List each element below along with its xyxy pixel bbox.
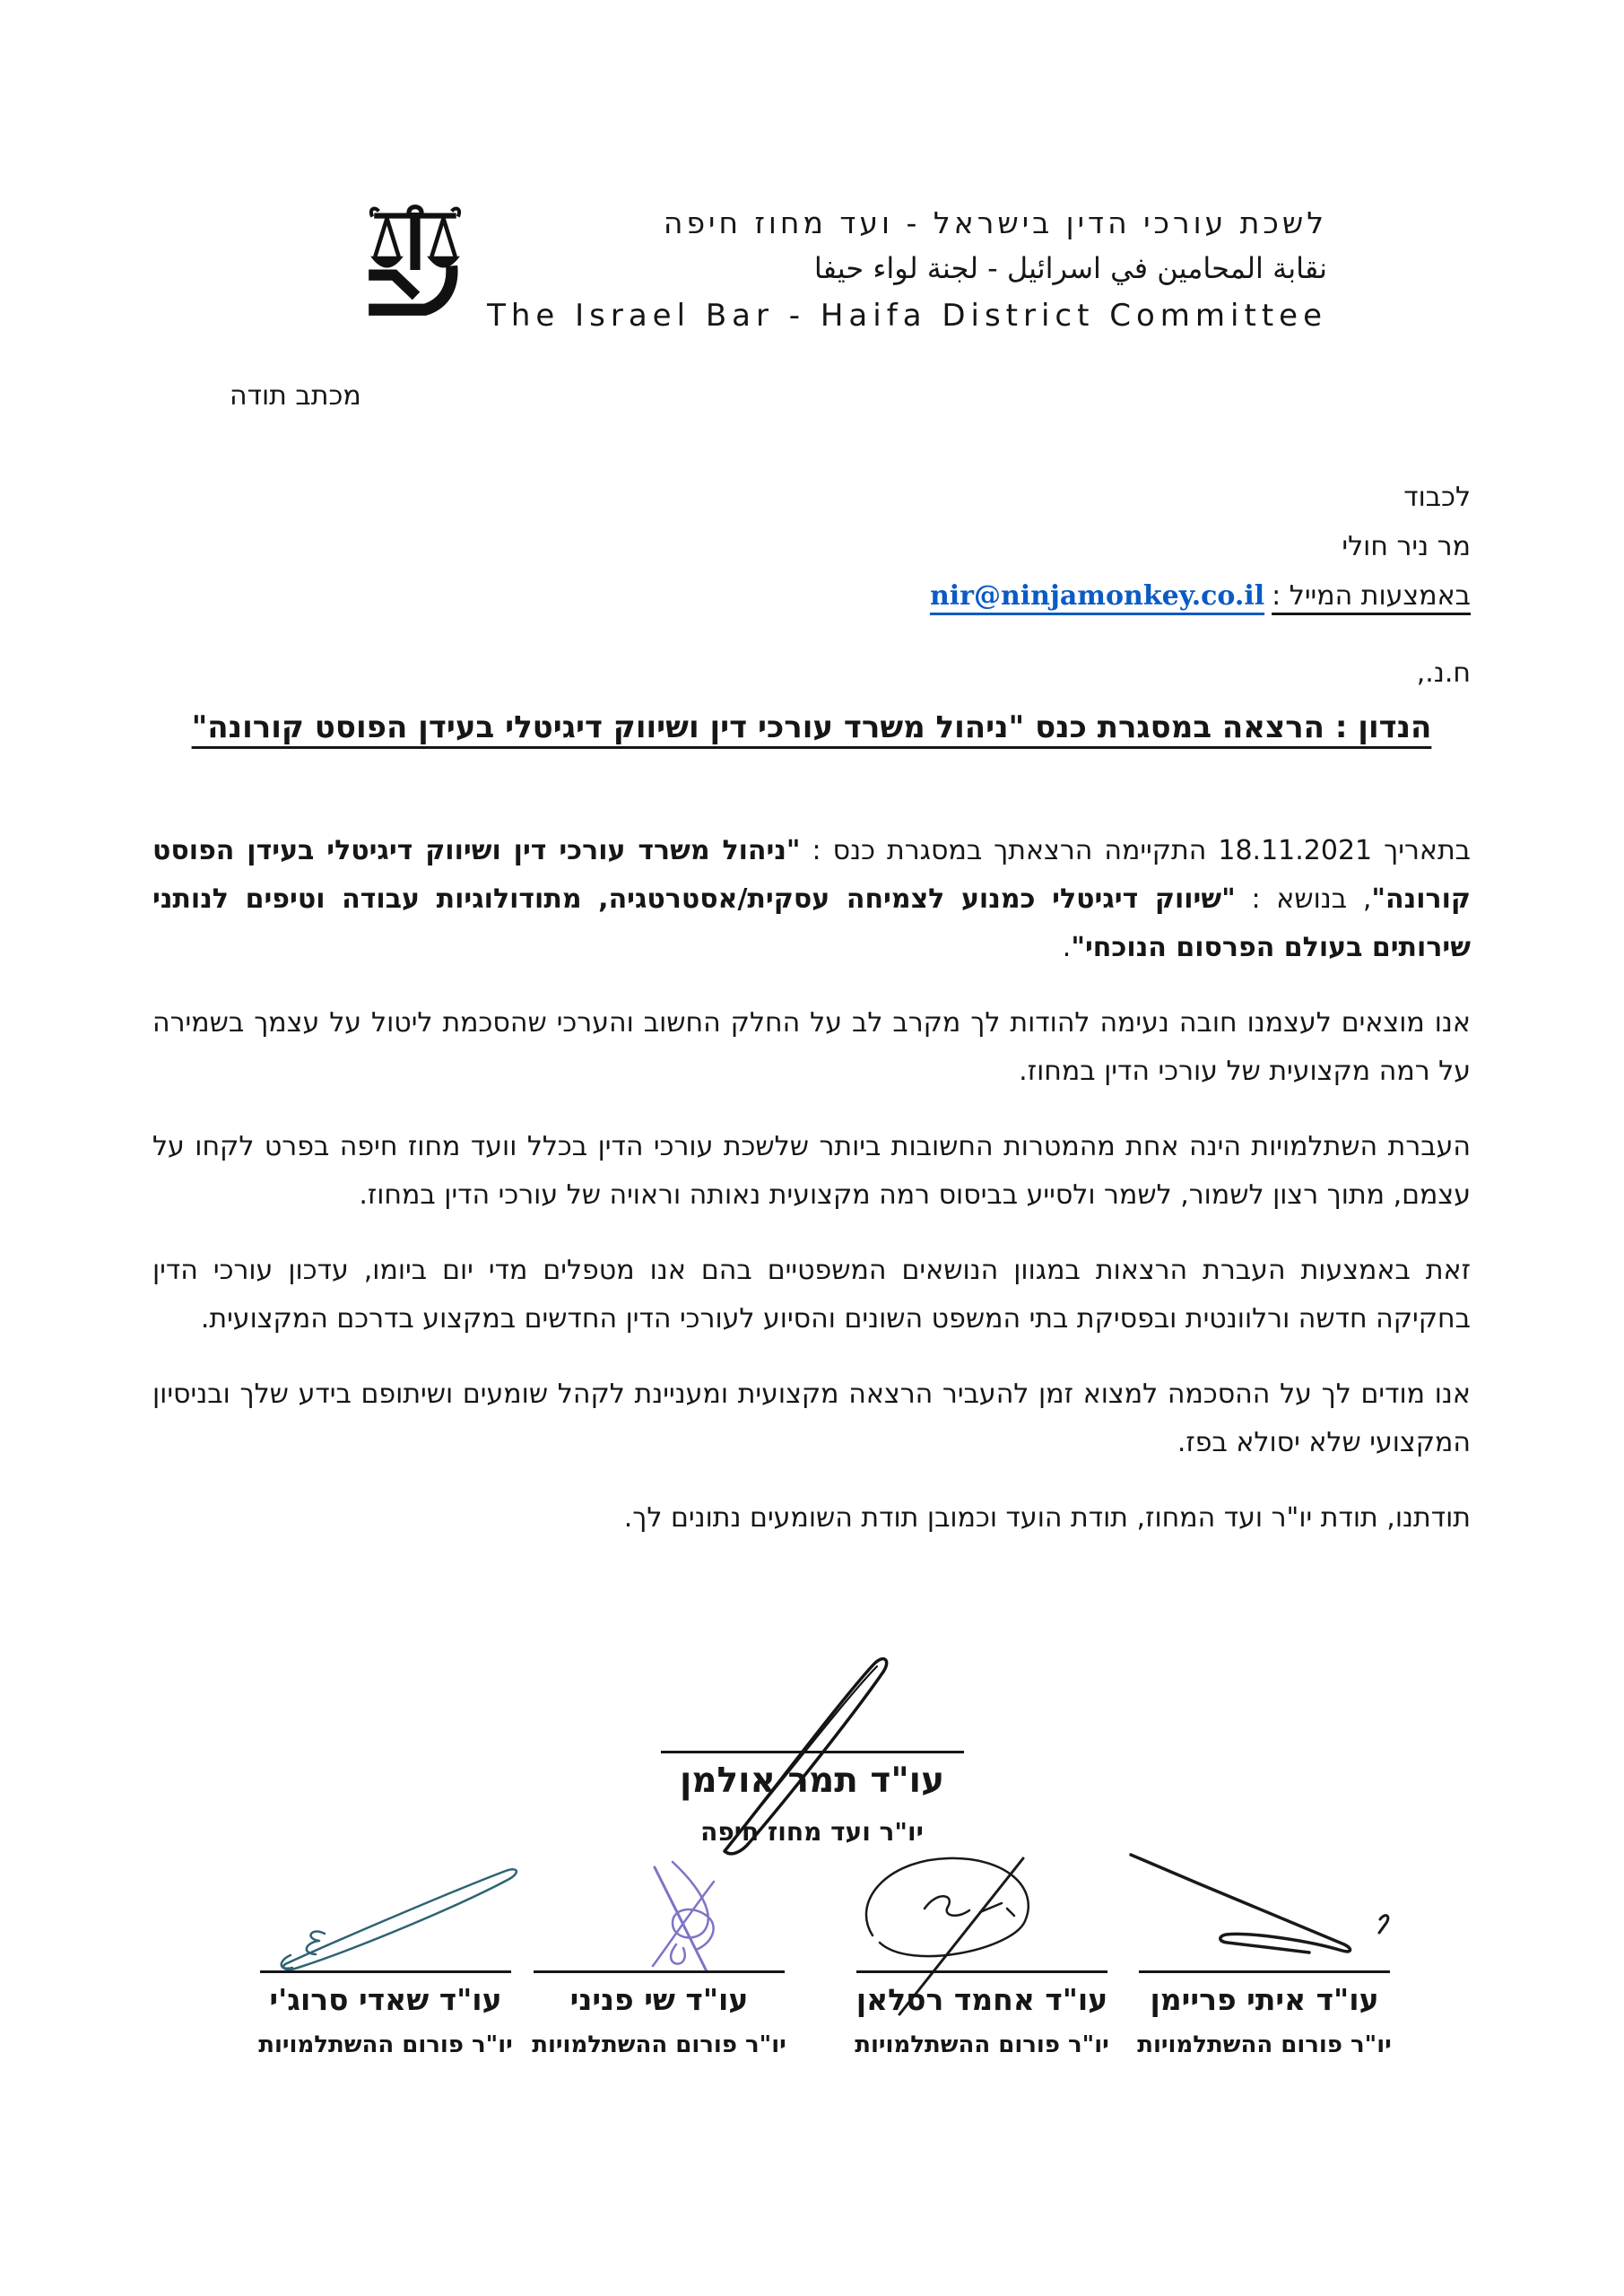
paragraph-1 [152, 827, 1471, 972]
recipient-to: לכבוד [1403, 482, 1471, 513]
letterhead [360, 202, 1327, 340]
signatory-title: יו"ר פורום ההשתלמויות [1137, 2031, 1392, 2058]
signatory-name: עו"ד איתי פריימן [1150, 1982, 1379, 2017]
signature-line [856, 1970, 1107, 1973]
recipient-block [930, 481, 1471, 629]
signatory-column-sarouji [242, 1970, 529, 2058]
signatory-column-pnini [516, 1970, 803, 2058]
letterhead-line-english: The Israel Bar - Haifa District Committee [487, 298, 1327, 334]
closing-signatory-title: יו"ר ועד מחוז חיפה [700, 1817, 924, 1847]
letter-body [152, 827, 1471, 1570]
p1-suffix: . [1062, 932, 1072, 963]
subject-heading: הנדון : הרצאה במסגרת כנס "ניהול משרד עורכי דין ושיווק דיגיטלי בעידן הפוסט קורונה" [191, 709, 1432, 745]
paragraph-3: העברת השתלמויות הינה אחת מהמטרות החשובות ביותר שלשכת עורכי הדין בכלל וועד מחוז חיפה בפרט לקחו על עצמם, מתוך רצון לשמור, לשמר ולסייע בביסוס רמה מקצועית נאותה וראויה של עורכי הדין במחוז. [152, 1131, 1471, 1211]
signature-line [661, 1751, 964, 1753]
salutation: ח.נ., [1416, 657, 1471, 689]
signatory-title: יו"ר פורום ההשתלמויות [532, 2031, 786, 2058]
via-email-label: באמצעות המייל : [1272, 580, 1471, 612]
signature-shay-pnini [572, 1857, 765, 1978]
p1-prefix: בתאריך 18.11.2021 התקיימה הרצאתך במסגרת כנס : [800, 835, 1471, 866]
p1-lecture-topic: "שיווק דיגיטלי כמנוע לצמיחה עסקית/אסטרטגיה, מתודולוגיות עבודה וטיפים לנותני שירותים בעולם הפרסום הנוכחי" [152, 883, 1471, 963]
scales-of-justice-logo-icon [360, 202, 471, 335]
letterhead-line-arabic: نقابة المحامين في اسرائيل - لجنة لواء حيفا [813, 251, 1327, 285]
p1-mid: , בנושא : [1235, 883, 1372, 915]
recipient-email-line [930, 579, 1471, 613]
paragraph-5: אנו מודים לך על ההסכמה למצוא זמן להעביר הרצאה מקצועית ומעניינת לקהל שומעים ושיתופם בידע שלך ובניסיון המקצועי שלא יסולא בפז. [152, 1378, 1471, 1458]
signatory-column-raslan [834, 1970, 1130, 2058]
closing-signatory-name: עו"ד תמר אולמן [679, 1761, 945, 1801]
signatory-name: עו"ד אחמד רסלאן [855, 1982, 1108, 2017]
recipient-email-link[interactable]: nir@ninjamonkey.co.il [929, 580, 1265, 612]
signatory-name: עו"ד שי פניני [569, 1982, 749, 2017]
signature-shadi-sarouji [267, 1862, 536, 1974]
signature-line [260, 1970, 511, 1973]
letterhead-text [487, 202, 1327, 340]
signatory-title: יו"ר פורום ההשתלמויות [855, 2031, 1109, 2058]
closing-signatory-block [0, 1751, 1624, 1847]
p1-conference-name: "ניהול משרד עורכי דין ושיווק דיגיטלי בעידן הפוסט קורונה" [152, 835, 1471, 915]
signature-itai-freiman [1125, 1848, 1403, 1978]
paragraph-4: זאת באמצעות העברת הרצאות במגוון הנושאים המשפטיים בהם אנו מטפלים מדי יום ביומו, עדכון עורכי הדין בחקיקה חדשה ורלוונטית ובפסיקת בתי המשפט השונים והסיוע לעורכי הדין החדשים במקצוע בדרכם המקצועית. [152, 1255, 1471, 1335]
signatory-name: עו"ד שאדי סרוג'י [269, 1982, 502, 2017]
paragraph-2: אנו מוצאים לעצמנו חובה נעימה להודות לך מקרב לב על החלק החשוב והערכי שהסכמת ליטול על עצמך בשמירה על רמה מקצועית של עורכי הדין במחוז. [152, 1007, 1471, 1087]
letterhead-line-hebrew: לשכת עורכי הדין בישראל - ועד מחוז חיפה [663, 205, 1327, 240]
recipient-name: מר ניר חולי [1342, 531, 1471, 562]
signatory-title: יו"ר פורום ההשתלמויות [258, 2031, 513, 2058]
paragraph-6: תודתנו, תודת יו"ר ועד המחוז, תודת הועד וכמובן תודת השומעים נתונים לך. [623, 1502, 1471, 1534]
signature-line [1139, 1970, 1390, 1973]
document-type-label: מכתב תודה [230, 380, 361, 412]
signatory-column-freiman [1116, 1970, 1412, 2058]
signature-line [534, 1970, 785, 1973]
